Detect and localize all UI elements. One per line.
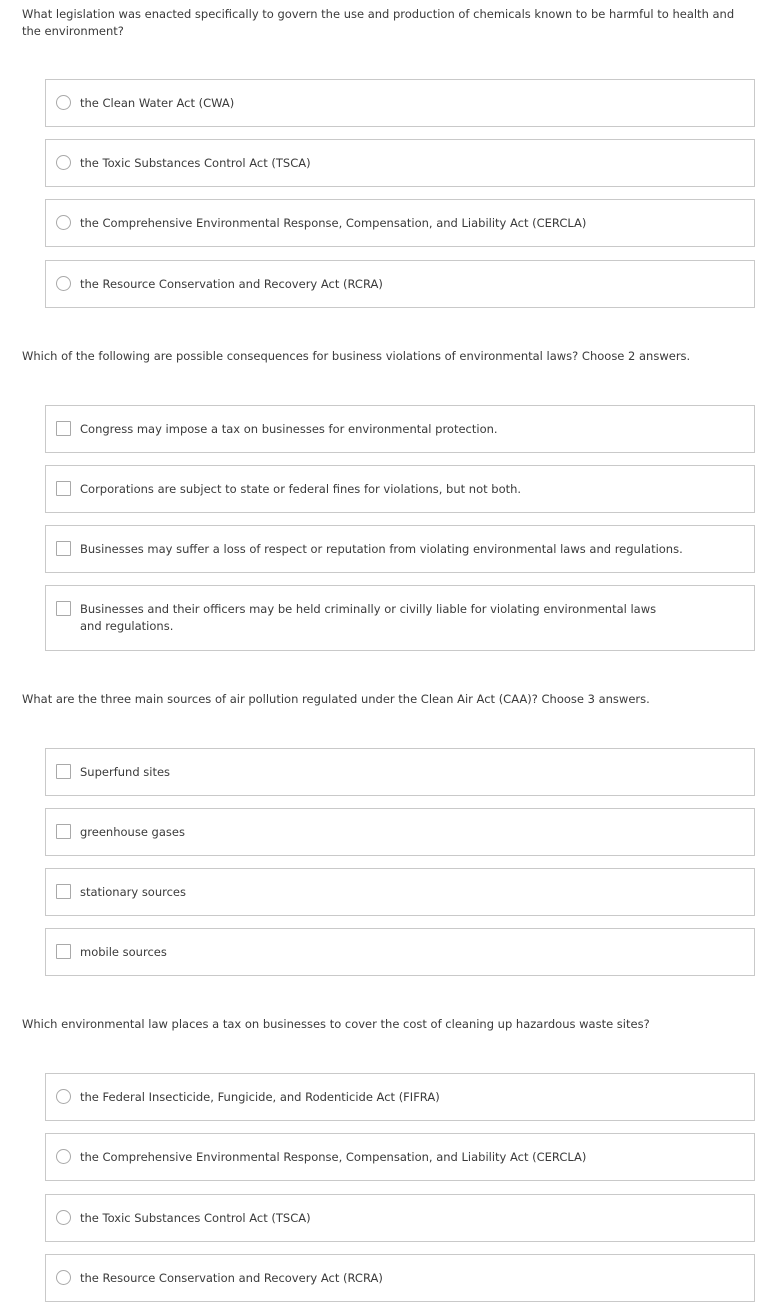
question-3-option-2[interactable] [45,808,755,856]
option-label: the Federal Insecticide, Fungicide, and Rodenticide Act (FIFRA) [80,1090,440,1104]
question-2-prompt: Which of the following are possible consequences for business violations of environmental laws? Choose 2 answers. [22,349,691,363]
option-label: Congress may impose a tax on businesses for environmental protection. [80,422,498,436]
checkbox[interactable] [56,824,71,839]
question-3-option-4[interactable] [45,928,755,976]
checkbox[interactable] [56,601,71,616]
question-3-option-1[interactable] [45,748,755,796]
question-1-option-1[interactable] [45,79,755,127]
checkbox[interactable] [56,421,71,436]
option-label: the Comprehensive Environmental Response, Compensation, and Liability Act (CERCLA) [80,1150,587,1164]
checkbox[interactable] [56,764,71,779]
question-4-option-3[interactable] [45,1194,755,1242]
question-2-option-4[interactable] [45,585,755,651]
question-4-option-2[interactable] [45,1133,755,1181]
option-label: the Comprehensive Environmental Response, Compensation, and Liability Act (CERCLA) [80,216,587,230]
radio-button[interactable] [56,1149,71,1164]
checkbox[interactable] [56,541,71,556]
question-4-option-4[interactable] [45,1254,755,1302]
question-2-option-3[interactable] [45,525,755,573]
radio-button[interactable] [56,1210,71,1225]
question-2-option-1[interactable] [45,405,755,453]
radio-button[interactable] [56,276,71,291]
checkbox[interactable] [56,944,71,959]
option-label: the Resource Conservation and Recovery Act (RCRA) [80,277,383,291]
checkbox[interactable] [56,481,71,496]
question-1-prompt: What legislation was enacted specifically to govern the use and production of chemicals known to be harmful to health and the environment? [22,7,735,38]
radio-button[interactable] [56,1089,71,1104]
question-1-option-3[interactable] [45,199,755,247]
question-4-option-1[interactable] [45,1073,755,1121]
option-label: the Toxic Substances Control Act (TSCA) [80,1211,311,1225]
question-2-option-2[interactable] [45,465,755,513]
option-label: Businesses may suffer a loss of respect or reputation from violating environmental laws and regulations. [80,542,683,556]
question-3-prompt: What are the three main sources of air pollution regulated under the Clean Air Act (CAA)? Choose 3 answers. [22,692,650,706]
option-label: the Resource Conservation and Recovery Act (RCRA) [80,1271,383,1285]
question-4-prompt: Which environmental law places a tax on businesses to cover the cost of cleaning up hazardous waste sites? [22,1017,650,1031]
option-label: mobile sources [80,945,167,959]
question-1-option-2[interactable] [45,139,755,187]
option-label: Businesses and their officers may be held criminally or civilly liable for violating environmental laws and regulations. [80,602,657,633]
option-label: Superfund sites [80,765,171,779]
radio-button[interactable] [56,95,71,110]
option-label: stationary sources [80,885,186,899]
option-label: the Toxic Substances Control Act (TSCA) [80,156,311,170]
question-3-option-3[interactable] [45,868,755,916]
option-label: the Clean Water Act (CWA) [80,96,235,110]
radio-button[interactable] [56,1270,71,1285]
checkbox[interactable] [56,884,71,899]
radio-button[interactable] [56,155,71,170]
radio-button[interactable] [56,215,71,230]
option-label: Corporations are subject to state or federal fines for violations, but not both. [80,482,522,496]
option-label: greenhouse gases [80,825,185,839]
question-1-option-4[interactable] [45,260,755,308]
